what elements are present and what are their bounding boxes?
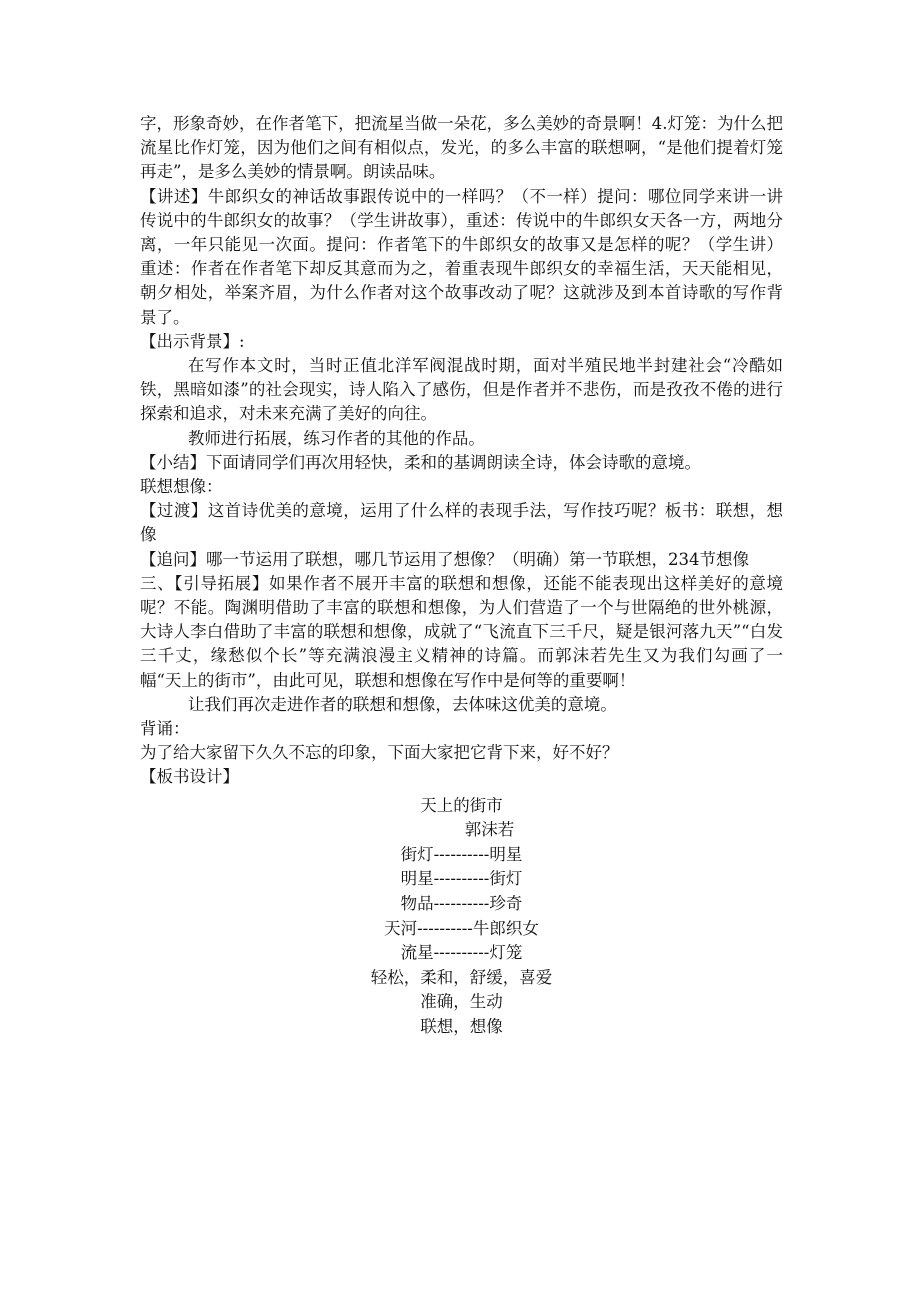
heading-recite: 背诵： [140, 719, 190, 739]
paragraph-summary: 【小结】下面请同学们再次用轻快，柔和的基调朗读全诗，体会诗歌的意境。 [140, 452, 701, 472]
board-pair: 明星----------街灯 [400, 869, 523, 889]
paragraph-lantern: 字，形象奇妙，在作者笔下，把流星当做一朵花，多么美妙的奇景啊！4.灯笼：为什么把流星比作灯笼，因为他们之间有相似点，发光，的多么丰富的联想啊，“是他们提着灯笼再走”，是多么美妙的情景啊。朗读品味。 [140, 114, 783, 182]
heading-board-design: 【板书设计】 [140, 767, 239, 787]
heading-background: 【出示背景】: [140, 331, 245, 351]
paragraph-revisit: 让我们再次走进作者的联想和想像，去体味这优美的意境。 [187, 694, 617, 714]
paragraph-extension: 教师进行拓展，练习作者的其他的作品。 [187, 428, 485, 448]
board-pair: 街灯----------明星 [400, 844, 523, 864]
board-pair: 天河----------牛郎织女 [384, 918, 539, 938]
heading-imagination: 联想想像： [140, 477, 223, 497]
board-author: 郭沫若 [464, 820, 515, 840]
paragraph-guided-expansion: 三、【引导拓展】如果作者不展开丰富的联想和想像，还能不能表现出这样美好的意境呢？不能。陶渊明借助了丰富的联想和想像，为人们营造了一个与世隔绝的世外桃源，大诗人李白借助了丰富的联想和想像，成就了“飞流直下三千尺，疑是银河落九天”“白发三千丈，缘愁似个长”等充满浪漫主义精神的诗篇。而郭沫若先生又为我们勾画了一幅“天上的街市”，由此可见，联想和想像在写作中是何等的重要啊！ [140, 573, 783, 690]
board-design [140, 794, 783, 1040]
board-pair: 物品----------珍奇 [400, 894, 523, 914]
paragraph-recite: 为了给大家留下久久不忘的印象，下面大家把它背下来，好不好？ [140, 743, 619, 763]
board-title: 天上的街市 [420, 795, 503, 815]
board-summary-line: 联想，想像 [420, 1017, 503, 1037]
paragraph-background: 在写作本文时，当时正值北洋军阀混战时期，面对半殖民地半封建社会“冷酷如铁，黑暗如漆”的社会现实，诗人陷入了感伤，但是作者并不悲伤，而是孜孜不倦的进行探索和追求，对未来充满了美好的向往。 [140, 356, 783, 424]
board-summary-line: 准确，生动 [420, 992, 503, 1012]
paragraph-transition: 【过渡】这首诗优美的意境，运用了什么样的表现手法，写作技巧呢？板书：联想，想像 [140, 501, 783, 545]
paragraph-narration: 【讲述】牛郎织女的神话故事跟传说中的一样吗？（不一样）提问：哪位同学来讲一讲传说中的牛郎织女的故事？（学生讲故事），重述：传说中的牛郎织女天各一方，两地分离，一年只能见一次面。提问：作者笔下的牛郎织女的故事又是怎样的呢？（学生讲）重述：作者在作者笔下却反其意而为之，着重表现牛郎织女的幸福生活，天天能相见，朝夕相处，举案齐眉，为什么作者对这个故事改动了呢？这就涉及到本首诗歌的写作背景了。 [140, 186, 783, 327]
board-summary-line: 轻松，柔和，舒缓，喜爱 [370, 967, 553, 987]
board-pair: 流星----------灯笼 [400, 943, 523, 963]
paragraph-question: 【追问】哪一节运用了联想，哪几节运用了想像？（明确）第一节联想，234节想像 [140, 549, 749, 569]
document-page [140, 112, 783, 1040]
